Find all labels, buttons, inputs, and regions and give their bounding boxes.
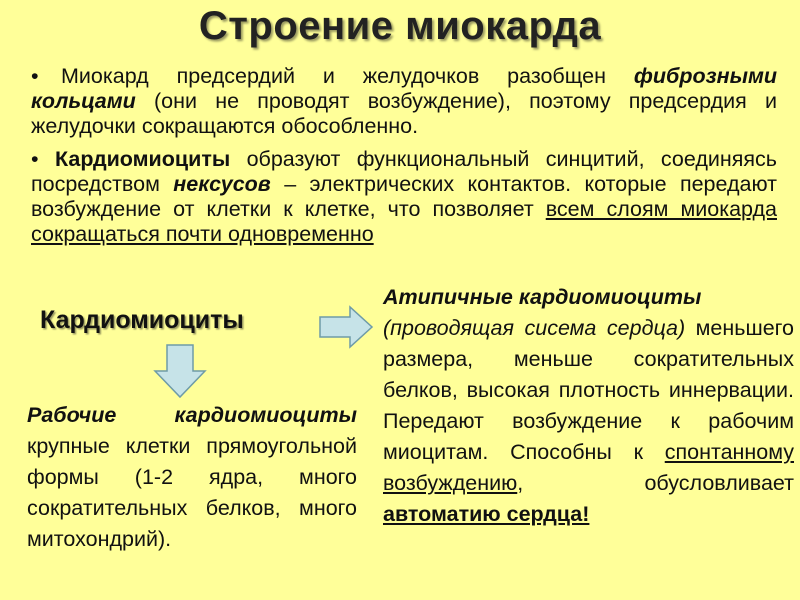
atypical-cardiomyocytes-block bbox=[383, 282, 794, 530]
atypical-text-underlined: спонтанному возбуждению bbox=[383, 440, 794, 495]
slide-title: Строение миокарда bbox=[198, 4, 602, 48]
bullet-item-1 bbox=[31, 64, 777, 139]
bullet-2-text-b: – электрических контактов. которые передают возбуждение от клетки к клетке, что позволяет bbox=[31, 172, 777, 221]
bullet-2-text-a: образуют функциональный синцитий, соединяясь посредством bbox=[31, 147, 777, 196]
bullet-marker: • bbox=[31, 64, 39, 88]
atypical-subheading: (проводящая сисема сердца) bbox=[383, 316, 686, 340]
bullet-2-term-nexuses: нексусов bbox=[173, 172, 271, 196]
arrow-down-icon bbox=[152, 343, 208, 399]
bullet-1-text-a: Миокард предсердий и желудочков разобщен bbox=[61, 64, 634, 88]
atypical-final: автоматию сердца! bbox=[383, 502, 590, 526]
working-heading: Рабочие кардиомиоциты bbox=[27, 403, 357, 427]
cardiomyocytes-label: Кардиомиоциты bbox=[40, 306, 244, 334]
bullet-list bbox=[31, 64, 777, 255]
bullet-marker: • bbox=[31, 147, 39, 171]
bullet-2-text-underlined: всем слоям миокарда сокращаться почти одновременно bbox=[31, 197, 777, 246]
bullet-1-text-b: (они не проводят возбуждение), поэтому предсердия и желудочки сокращаются обособленно. bbox=[31, 89, 777, 138]
bullet-1-term-fibrous-rings: фиброзными кольцами bbox=[31, 64, 777, 113]
atypical-text-a: меньшего размера, меньше сократительных белков, высокая плотность иннервации. Передают возбуждение к рабочим миоцитам. Способны к bbox=[383, 316, 794, 464]
working-text: крупные клетки прямоугольной формы (1-2 ядра, много сократительных белков, много митохондрий). bbox=[27, 434, 357, 551]
working-cardiomyocytes-block bbox=[27, 400, 357, 555]
atypical-text-b: , обусловливает bbox=[517, 471, 794, 495]
bullet-item-2 bbox=[31, 147, 777, 247]
bullet-2-term-cardiomyocytes: Кардиомиоциты bbox=[55, 147, 231, 171]
atypical-heading: Атипичные кардиомиоциты bbox=[383, 285, 702, 309]
arrow-right-icon bbox=[318, 305, 374, 349]
